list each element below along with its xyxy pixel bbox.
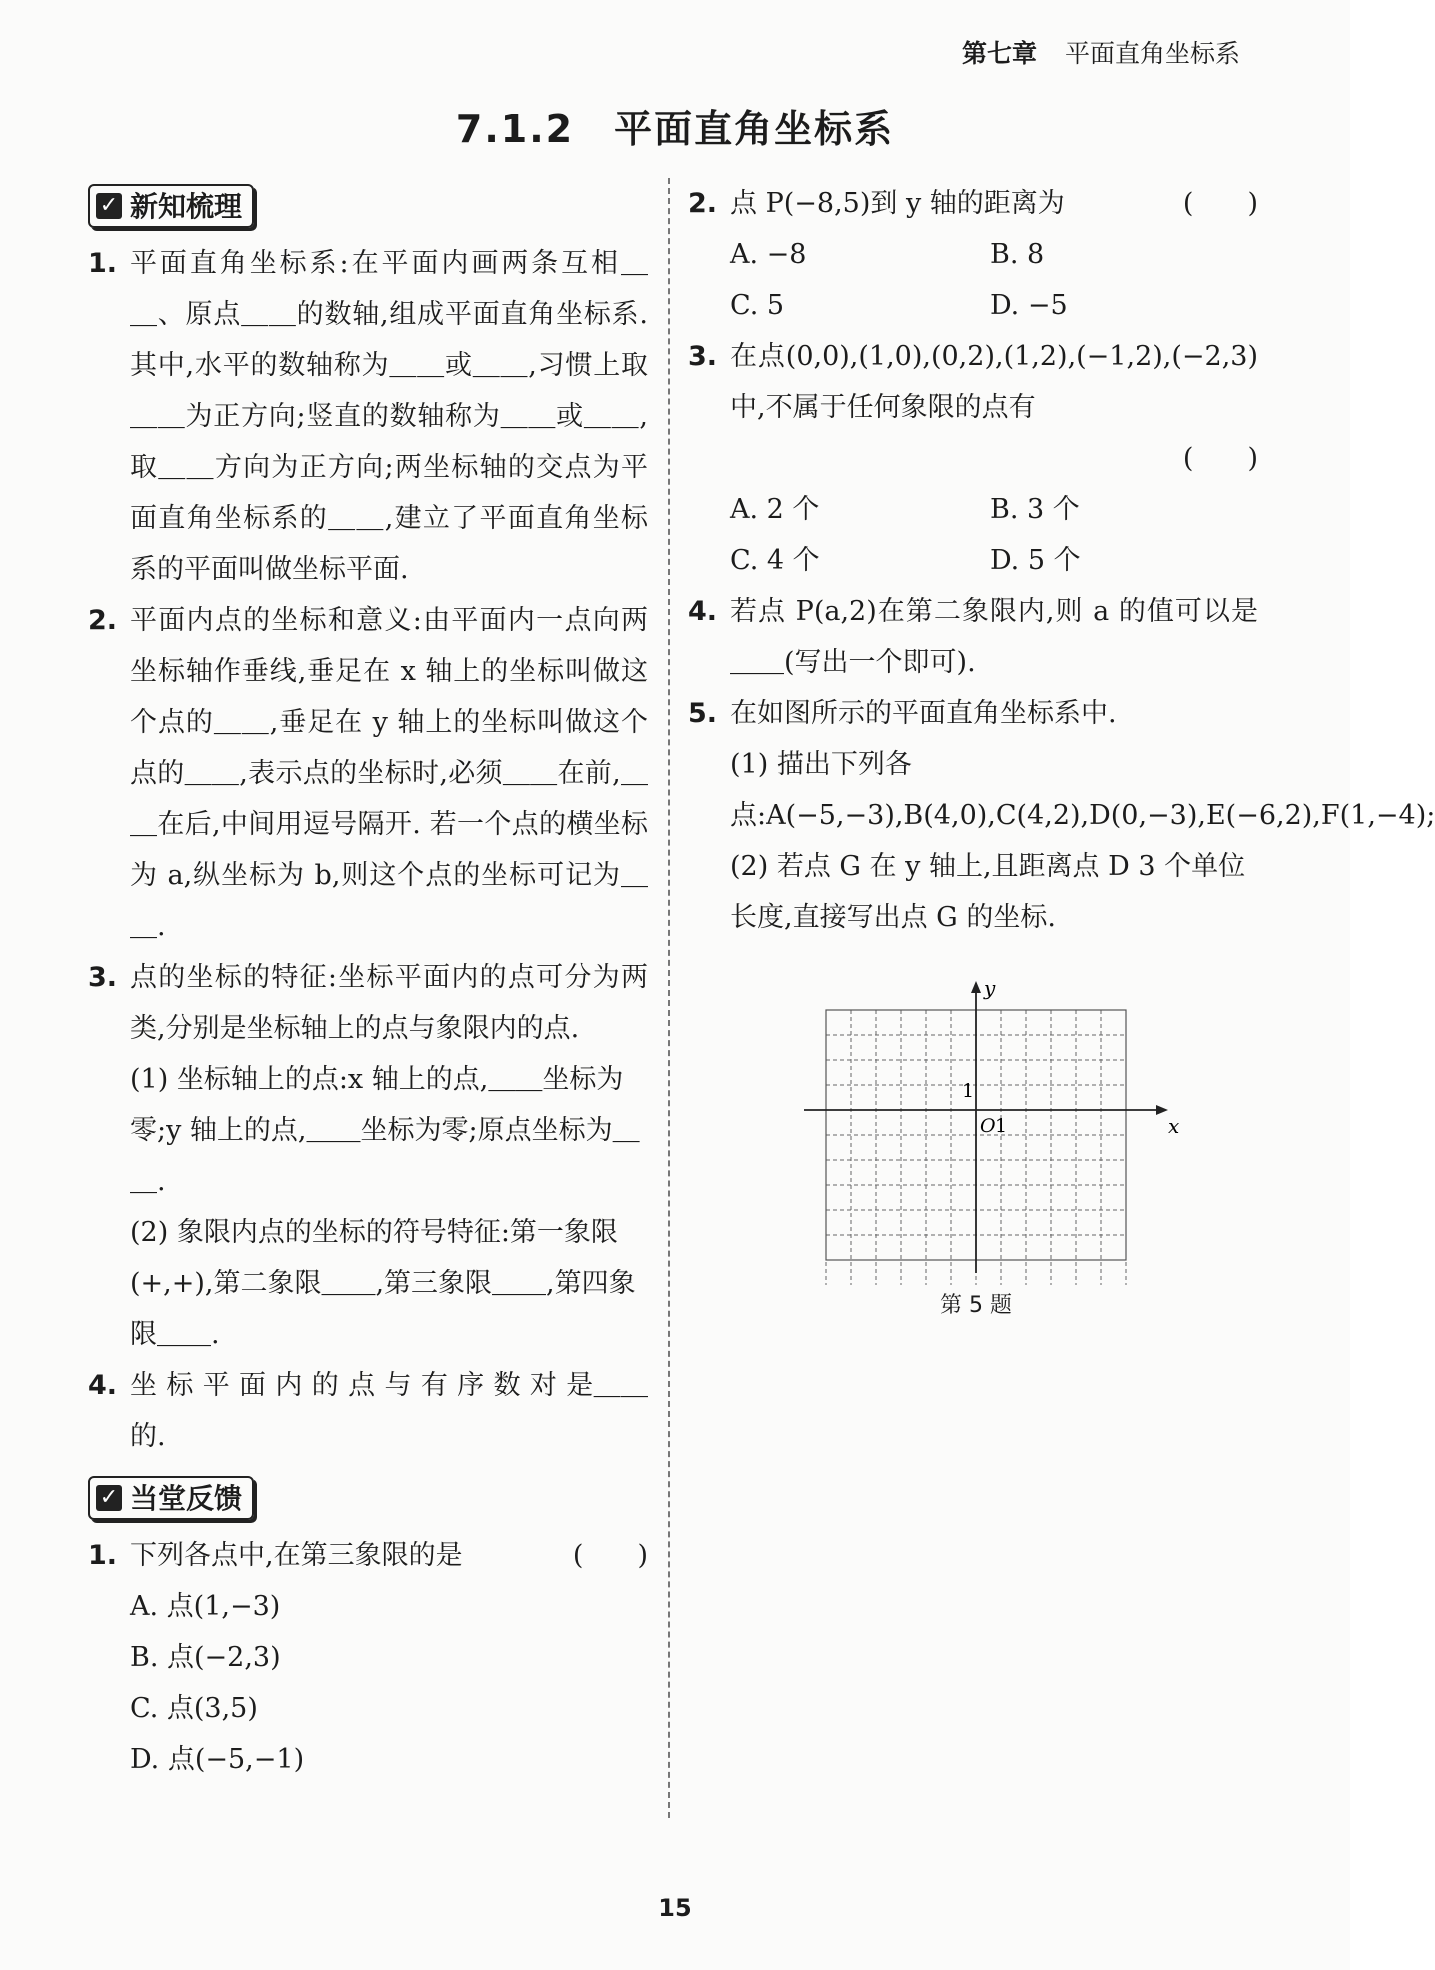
question-3-options: [688, 484, 1258, 586]
knowledge-item-3-sub2: (2) 象限内点的坐标的符号特征:第一象限(+,+),第二象限＿＿,第三象限＿＿,第四象限＿＿.: [130, 1217, 636, 1350]
running-header: [962, 34, 1240, 70]
y-unit-label: 1: [962, 1080, 975, 1102]
section-heading-new-knowledge: ✓ 新知梳理: [88, 184, 254, 228]
page-number: 15: [658, 1894, 692, 1922]
y-axis-label: y: [984, 976, 996, 1000]
question-5-sub1: (1) 描出下列各点:A(−5,−3),B(4,0),C(4,2),D(0,−3),E(−6,2),F(1,−4);: [730, 749, 1435, 831]
option: A. 2 个: [730, 494, 820, 525]
option: B. 8: [990, 239, 1045, 270]
knowledge-item-4-text: 坐 标 平 面 内 的 点 与 有 序 数 对 是＿＿的.: [130, 1370, 648, 1452]
check-icon: ✓: [96, 193, 122, 219]
question-5: 5. 在如图所示的平面直角坐标系中.: [688, 698, 1117, 729]
knowledge-item-3-text: 点的坐标的特征:坐标平面内的点可分为两类,分别是坐标轴上的点与象限内的点.: [130, 962, 648, 1044]
left-column: [88, 178, 648, 1785]
option: D. 点(−5,−1): [130, 1744, 305, 1775]
option: D. 5 个: [990, 545, 1081, 576]
feedback-question-1-options: [88, 1581, 648, 1785]
knowledge-item-4: 4. 坐 标 平 面 内 的 点 与 有 序 数 对 是＿＿的.: [88, 1370, 648, 1452]
option: A. 点(1,−3): [130, 1591, 281, 1622]
origin-label: O: [980, 1115, 996, 1137]
option: B. 3 个: [990, 494, 1080, 525]
y-axis-arrow-icon: [971, 981, 981, 993]
option: D. −5: [990, 290, 1068, 321]
check-icon: ✓: [96, 1485, 122, 1511]
question-4: 4. 若点 P(a,2)在第二象限内,则 a 的值可以是＿＿(写出一个即可).: [688, 596, 1258, 678]
knowledge-item-3-sub1: (1) 坐标轴上的点:x 轴上的点,＿＿坐标为零;y 轴上的点,＿＿坐标为零;原点坐标为＿＿.: [130, 1064, 640, 1197]
option: C. 4 个: [730, 545, 820, 576]
knowledge-item-2: 2. 平面内点的坐标和意义:由平面内一点向两坐标轴作垂线,垂足在 x 轴上的坐标叫做这个点的＿＿,垂足在 y 轴上的坐标叫做这个点的＿＿,表示点的坐标时,必须＿＿在前,＿＿在后,中间用逗号隔开. 若一个点的横坐标为 a,纵坐标为 b,则这个点的坐标可记为＿＿.: [88, 605, 648, 942]
x-axis-label: x: [1168, 1114, 1180, 1138]
option: B. 点(−2,3): [130, 1642, 281, 1673]
x-axis-arrow-icon: [1156, 1105, 1168, 1115]
feedback-question-1: 1. 下列各点中,在第三象限的是 ( ): [88, 1540, 648, 1571]
knowledge-item-1-text: 平面直角坐标系:在平面内画两条互相＿＿、原点＿＿的数轴,组成平面直角坐标系. 其中,水平的数轴称为＿＿或＿＿,习惯上取＿＿为正方向;竖直的数轴称为＿＿或＿＿,取＿＿方向为正方向;两坐标轴的交点为平面直角坐标系的＿＿,建立了平面直角坐标系的平面叫做坐标平面.: [130, 248, 648, 585]
knowledge-item-2-text: 平面内点的坐标和意义:由平面内一点向两坐标轴作垂线,垂足在 x 轴上的坐标叫做这个点的＿＿,垂足在 y 轴上的坐标叫做这个点的＿＿,表示点的坐标时,必须＿＿在前,＿＿在后,中间用逗号隔开. 若一个点的横坐标为 a,纵坐标为 b,则这个点的坐标可记为＿＿.: [130, 605, 648, 942]
right-column: [688, 178, 1435, 943]
question-2-options: [688, 229, 1258, 331]
chapter-title: 平面直角坐标系: [1064, 39, 1240, 68]
question-3: 3. 在点(0,0),(1,0),(0,2),(1,2),(−1,2),(−2,3)中,不属于任何象限的点有: [688, 341, 1258, 423]
column-divider: [668, 178, 670, 1818]
option: C. 5: [730, 290, 785, 321]
option: C. 点(3,5): [130, 1693, 258, 1724]
x-unit-label: 1: [995, 1115, 1008, 1137]
option: A. −8: [730, 239, 807, 270]
knowledge-item-3: 3. 点的坐标的特征:坐标平面内的点可分为两类,分别是坐标轴上的点与象限内的点.: [88, 962, 648, 1044]
coordinate-grid-figure: [790, 975, 1180, 1280]
question-5-sub2: (2) 若点 G 在 y 轴上,且距离点 D 3 个单位长度,直接写出点 G 的坐标.: [730, 851, 1246, 933]
section-title: 7.1.2 平面直角坐标系: [455, 107, 895, 151]
knowledge-item-1: 1. 平面直角坐标系:在平面内画两条互相＿＿、原点＿＿的数轴,组成平面直角坐标系. 其中,水平的数轴称为＿＿或＿＿,习惯上取＿＿为正方向;竖直的数轴称为＿＿或＿＿,取＿＿方向为正方向;两坐标轴的交点为平面直角坐标系的＿＿,建立了平面直角坐标系的平面叫做坐标平面.: [88, 248, 648, 585]
chapter-number: 第七章: [961, 39, 1037, 68]
question-2: 2. 点 P(−8,5)到 y 轴的距离为 ( ): [688, 188, 1258, 219]
figure-caption: 第 5 题: [940, 1293, 1012, 1318]
question-3-paren: ( ): [1182, 443, 1258, 474]
section-heading-feedback: ✓ 当堂反馈: [88, 1476, 254, 1520]
